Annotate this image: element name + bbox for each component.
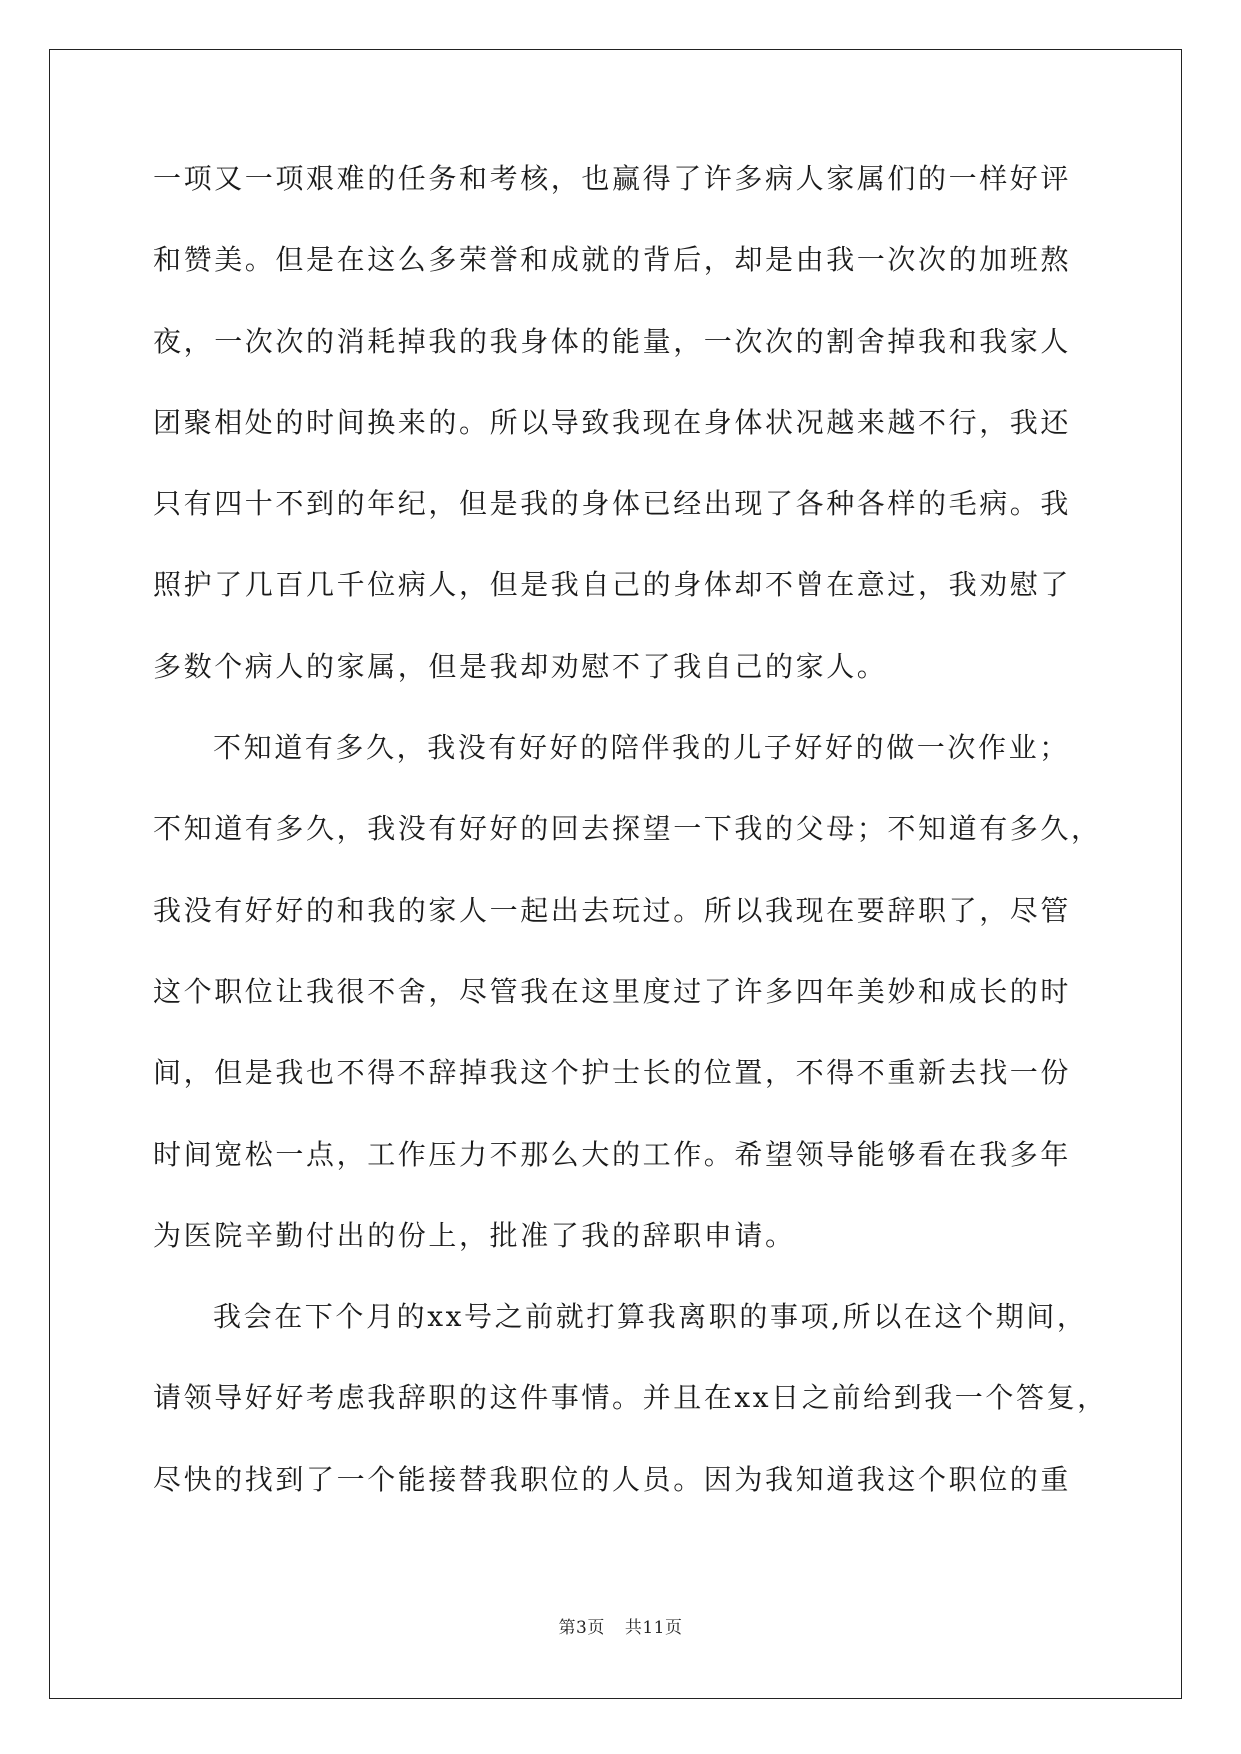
text-line-4: 团聚相处的时间换来的。所以导致我现在身体状况越来越不行，我还 <box>153 405 1072 439</box>
text-line-9: 不知道有多久，我没有好好的回去探望一下我的父母；不知道有多久， <box>153 812 1102 846</box>
paragraph-start-line-8: 不知道有多久，我没有好好的陪伴我的儿子好好的做一次作业； <box>213 731 1070 765</box>
page-footer <box>0 1613 1241 1638</box>
page-number: 第3页 <box>558 1618 605 1638</box>
text-line-5: 只有四十不到的年纪，但是我的身体已经出现了各种各样的毛病。我 <box>153 487 1072 521</box>
text-line-10: 我没有好好的和我的家人一起出去玩过。所以我现在要辞职了，尽管 <box>153 893 1072 927</box>
text-line-7: 多数个病人的家属，但是我却劝慰不了我自己的家人。 <box>153 649 888 683</box>
text-line-17: 尽快的找到了一个能接替我职位的人员。因为我知道我这个职位的重 <box>153 1462 1072 1496</box>
text-line-6: 照护了几百几千位病人，但是我自己的身体却不曾在意过，我劝慰了 <box>153 568 1072 602</box>
text-line-3: 夜，一次次的消耗掉我的我身体的能量，一次次的割舍掉我和我家人 <box>153 324 1072 358</box>
text-line-13: 时间宽松一点，工作压力不那么大的工作。希望领导能够看在我多年 <box>153 1137 1072 1171</box>
text-line-1: 一项又一项艰难的任务和考核，也赢得了许多病人家属们的一样好评 <box>153 162 1072 195</box>
text-line-11: 这个职位让我很不舍，尽管我在这里度过了许多四年美妙和成长的时 <box>153 974 1072 1008</box>
page-total: 共11页 <box>624 1618 683 1638</box>
text-line-2: 和赞美。但是在这么多荣誉和成就的背后，却是由我一次次的加班熬 <box>153 243 1072 277</box>
text-line-14: 为医院辛勤付出的份上，批准了我的辞职申请。 <box>153 1218 796 1252</box>
text-line-16: 请领导好好考虑我辞职的这件事情。并且在xx日之前给到我一个答复， <box>153 1381 1108 1415</box>
paragraph-start-line-15: 我会在下个月的xx号之前就打算我离职的事项,所以在这个期间， <box>213 1300 1088 1334</box>
document-body <box>153 157 1108 1539</box>
text-line-12: 间，但是我也不得不辞掉我这个护士长的位置，不得不重新去找一份 <box>153 1056 1072 1090</box>
